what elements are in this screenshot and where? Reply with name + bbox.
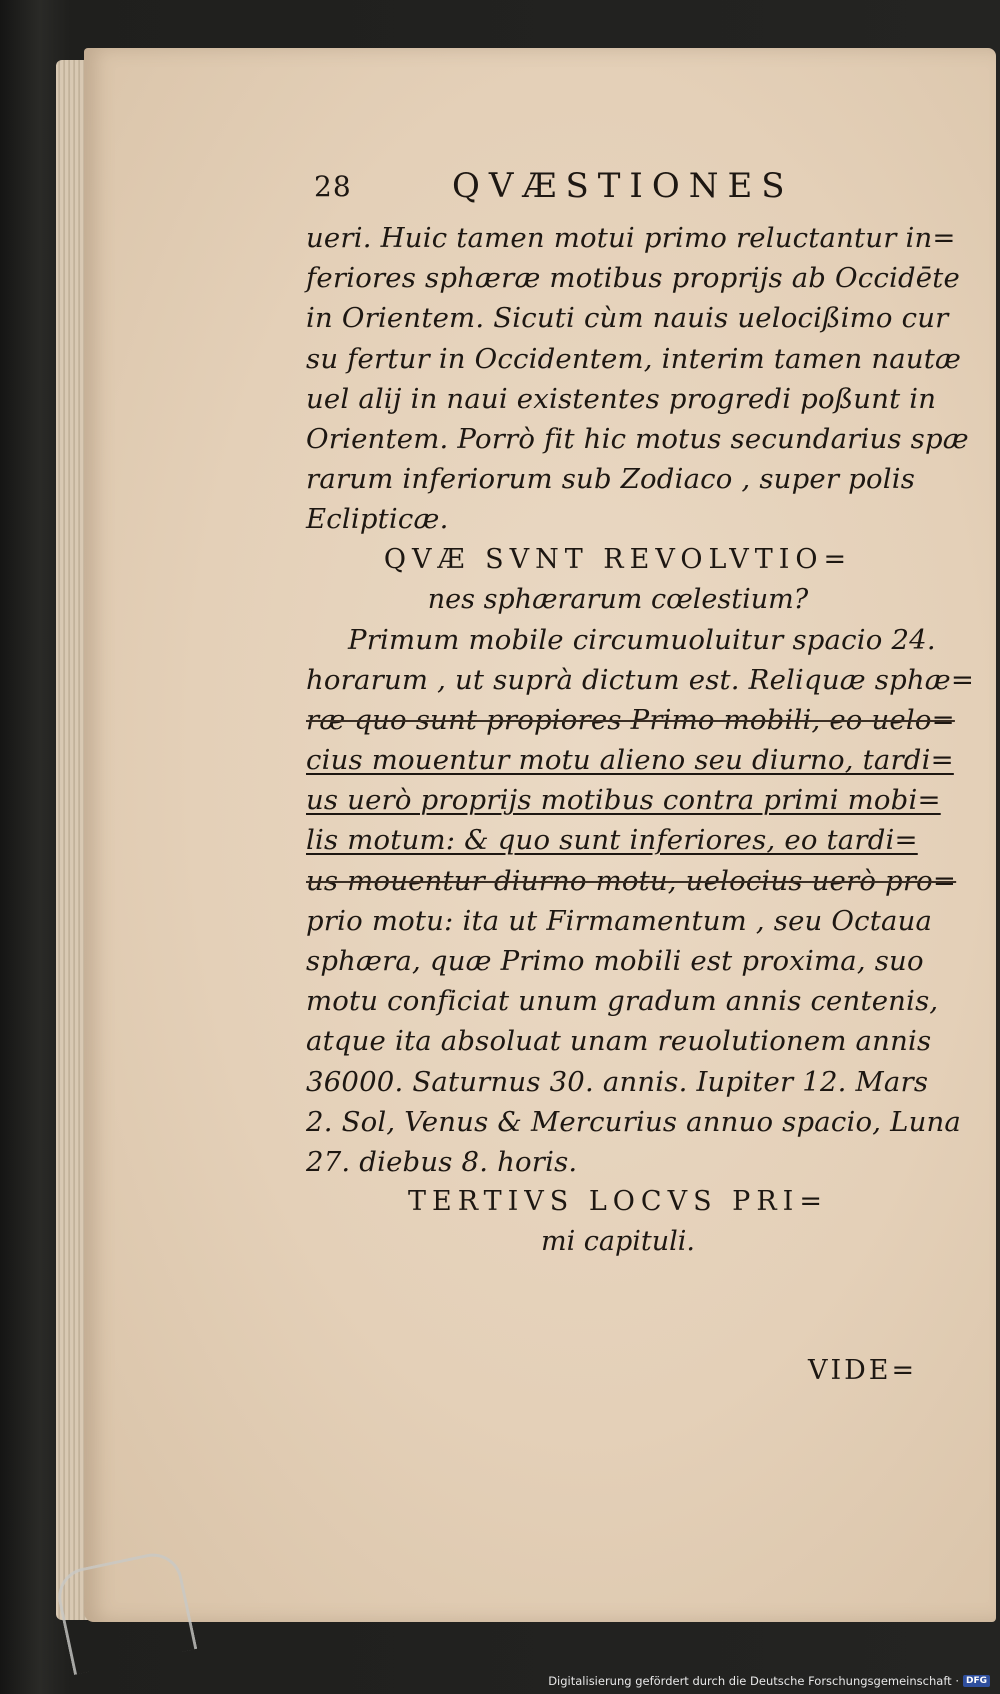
text-line: uel alij in naui existentes progredi poßunt in	[306, 382, 937, 415]
text-line: prio motu: ita ut Firmamentum , seu Octaua	[306, 904, 933, 937]
text-line: 2. Sol, Venus & Mercurius annuo spacio, Luna	[306, 1105, 962, 1138]
text-line: Orientem. Porrò fit hic motus secundarius spæ	[306, 422, 969, 455]
text-line-underlined: lis motum: & quo sunt inferiores, eo tardi=	[306, 824, 918, 857]
text-line: Eclipticæ.	[306, 503, 449, 536]
text-line: rarum inferiorum sub Zodiaco , super polis	[306, 463, 916, 496]
text-line-underlined: us uerò proprijs motibus contra primi mobi=	[306, 784, 941, 817]
digitization-credit	[548, 1674, 990, 1688]
section-heading-continued: nes sphærarum cœlestium?	[427, 583, 809, 615]
text-line: in Orientem. Sicuti cùm nauis uelocißimo cur	[306, 302, 949, 335]
credit-text: Digitalisierung gefördert durch die Deutsche Forschungsgemeinschaft ·	[548, 1674, 959, 1688]
text-line: Primum mobile circumuoluitur spacio 24.	[348, 623, 936, 656]
section-heading: QVÆ SVNT REVOLVTIO=	[383, 543, 853, 575]
text-line: sphæra, quæ Primo mobili est proxima, suo	[306, 945, 924, 977]
paragraph-1	[306, 218, 969, 540]
page-text	[306, 166, 975, 1262]
catchword: VIDE=	[808, 1355, 918, 1386]
section-heading: TERTIVS LOCVS PRI=	[408, 1186, 828, 1218]
page-number: 28	[314, 170, 352, 203]
text-line-struck: ræ quo sunt propiores Primo mobili, eo uelo=	[306, 703, 955, 736]
text-line: 36000. Saturnus 30. annis. Iupiter 12. Mars	[306, 1065, 929, 1098]
section-heading-continued: mi capituli.	[540, 1226, 696, 1258]
text-line: ueri. Huic tamen motui primo reluctantur in=	[306, 222, 956, 254]
dfg-logo: DFG	[963, 1675, 990, 1687]
text-line-struck: us mouentur diurno motu, uelocius uerò pro=	[306, 864, 957, 897]
text-line: atque ita absoluat unam reuolutionem annis	[306, 1025, 932, 1058]
text-line: motu conficiat unum gradum annis centenis,	[306, 985, 939, 1018]
text-line: feriores sphæræ motibus proprijs ab Occidēte	[306, 262, 961, 295]
text-line: su fertur in Occidentem, interim tamen nautæ	[306, 342, 962, 375]
paragraph-2	[306, 620, 975, 1183]
text-line: horarum , ut suprà dictum est. Reliquæ sphæ=	[306, 663, 975, 696]
text-line-underlined: cius mouentur motu alieno seu diurno, tardi=	[306, 744, 954, 777]
page-header	[306, 166, 930, 218]
text-line: 27. diebus 8. horis.	[306, 1145, 578, 1178]
running-head: QVÆSTIONES	[452, 166, 794, 206]
